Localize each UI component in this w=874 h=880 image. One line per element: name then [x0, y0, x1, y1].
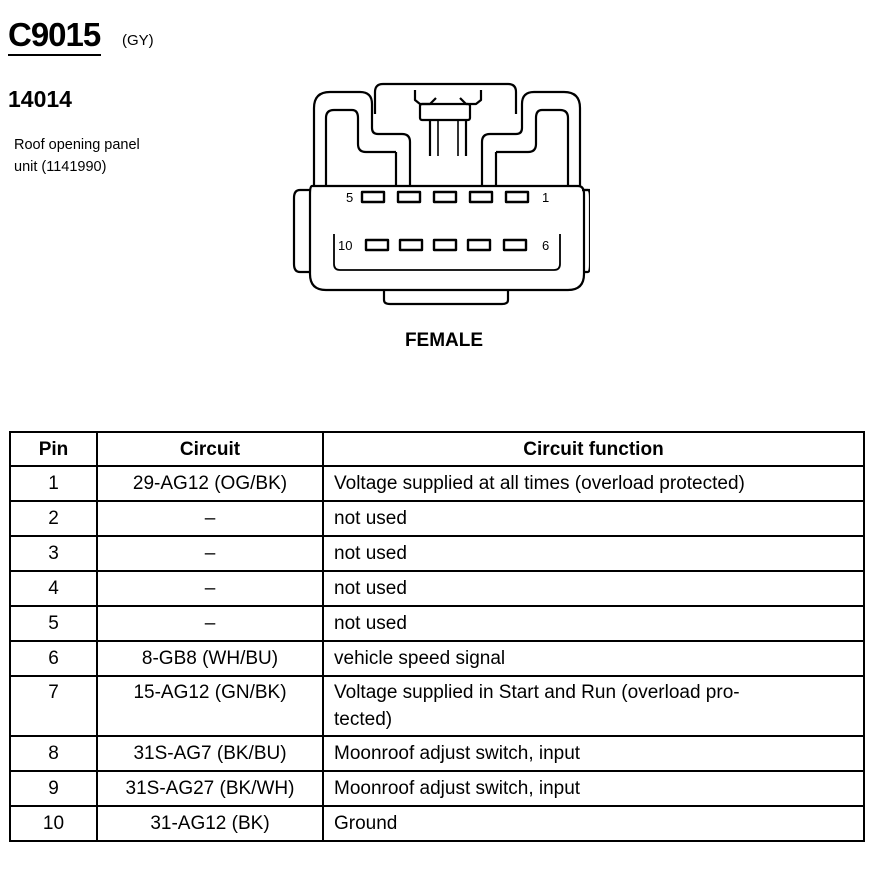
- circuit-cell: 29-AG12 (OG/BK): [97, 466, 323, 501]
- table-row: [10, 641, 864, 676]
- function-cell: Moonroof adjust switch, input: [323, 771, 864, 806]
- connector-color-code: (GY): [122, 32, 154, 49]
- pin-cell: 4: [10, 571, 97, 606]
- function-cell: Moonroof adjust switch, input: [323, 736, 864, 771]
- function-cell: Ground: [323, 806, 864, 841]
- function-cell: not used: [323, 571, 864, 606]
- table-row: [10, 771, 864, 806]
- table-row: [10, 536, 864, 571]
- pin-label-6: 6: [542, 238, 550, 253]
- circuit-cell: –: [97, 536, 323, 571]
- connector-latch: [375, 84, 516, 114]
- table-row: [10, 736, 864, 771]
- circuit-cell: 31S-AG27 (BK/WH): [97, 771, 323, 806]
- header-circuit: Circuit: [97, 432, 323, 466]
- circuit-cell: –: [97, 501, 323, 536]
- circuit-cell: 31-AG12 (BK): [97, 806, 323, 841]
- function-cell: not used: [323, 501, 864, 536]
- function-cell: Voltage supplied in Start and Run (overload pro- tected): [323, 676, 864, 736]
- pin-cell: 10: [10, 806, 97, 841]
- table-row: [10, 676, 864, 736]
- terminal-row-bottom: [366, 240, 526, 250]
- part-number: 14014: [8, 86, 72, 112]
- connector-face-diagram: [290, 78, 590, 310]
- pin-cell: 8: [10, 736, 97, 771]
- pin-cell: 5: [10, 606, 97, 641]
- pin-cell: 9: [10, 771, 97, 806]
- circuit-cell: 8-GB8 (WH/BU): [97, 641, 323, 676]
- description-line-2: unit (1141990): [14, 159, 107, 175]
- circuit-cell: –: [97, 606, 323, 641]
- terminal-row-top: [362, 192, 528, 202]
- table-row: [10, 806, 864, 841]
- pin-label-1: 1: [542, 190, 550, 205]
- pin-cell: 6: [10, 641, 97, 676]
- function-cell: not used: [323, 536, 864, 571]
- pin-cell: 2: [10, 501, 97, 536]
- pinout-table: [9, 431, 865, 842]
- table-row: [10, 606, 864, 641]
- header-circuit-function: Circuit function: [323, 432, 864, 466]
- function-cell: not used: [323, 606, 864, 641]
- pin-cell: 3: [10, 536, 97, 571]
- header-pin: Pin: [10, 432, 97, 466]
- connector-description: [14, 134, 214, 178]
- pin-label-10: 10: [338, 238, 353, 253]
- connector-gender-label: FEMALE: [404, 330, 484, 351]
- function-cell: vehicle speed signal: [323, 641, 864, 676]
- circuit-cell: –: [97, 571, 323, 606]
- pin-cell: 7: [10, 676, 97, 736]
- function-cell: Voltage supplied at all times (overload protected): [323, 466, 864, 501]
- table-header-row: [10, 432, 864, 466]
- description-line-1: Roof opening panel: [14, 137, 140, 153]
- pin-label-5: 5: [346, 190, 354, 205]
- table-row: [10, 571, 864, 606]
- pin-cell: 1: [10, 466, 97, 501]
- table-row: [10, 466, 864, 501]
- table-row: [10, 501, 864, 536]
- connector-id: C9015: [8, 16, 101, 56]
- circuit-cell: 31S-AG7 (BK/BU): [97, 736, 323, 771]
- circuit-cell: 15-AG12 (GN/BK): [97, 676, 323, 736]
